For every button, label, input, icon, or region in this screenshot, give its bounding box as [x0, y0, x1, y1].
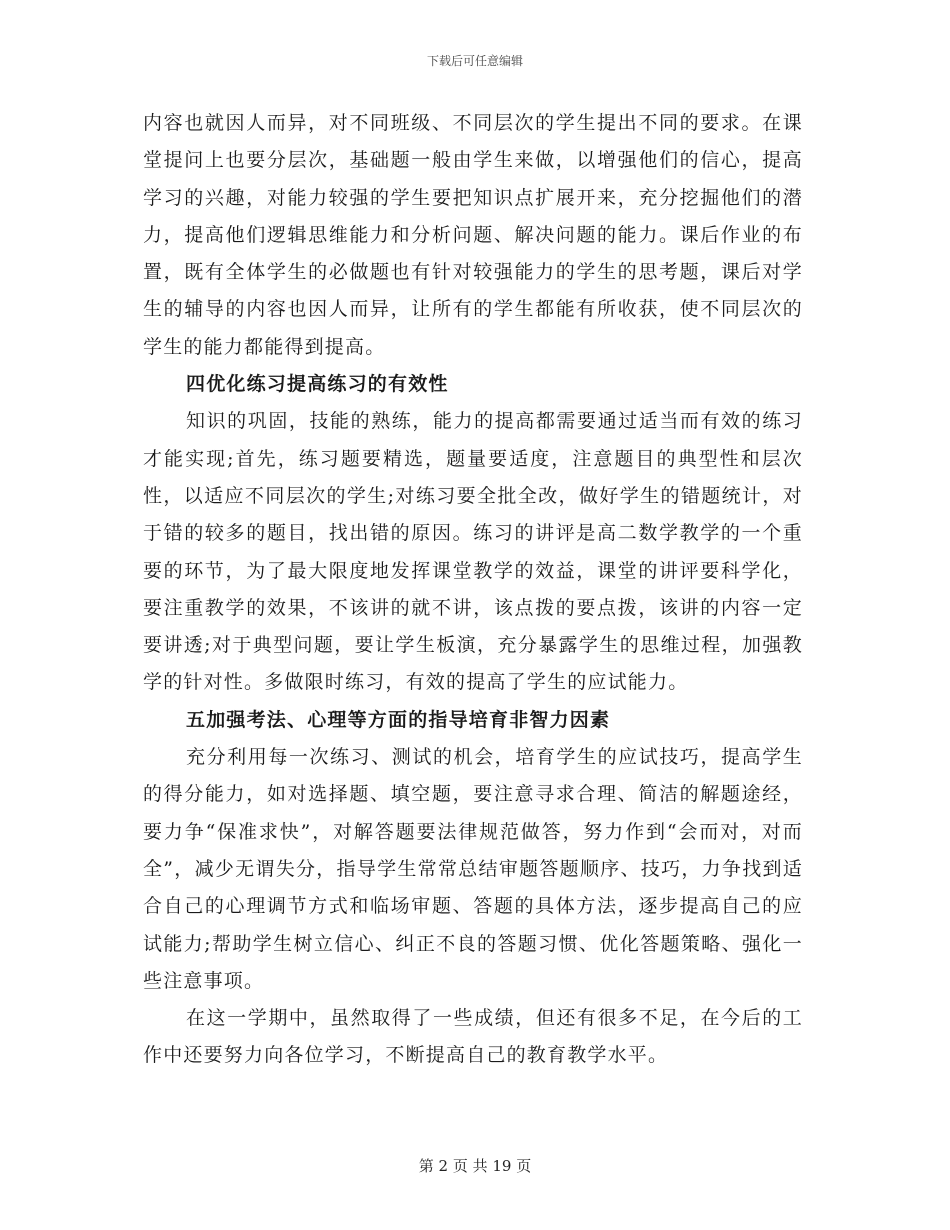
paragraph-practice-effectiveness: 知识的巩固，技能的熟练，能力的提高都需要通过适当而有效的练习才能实现;首先，练习题要精选，题量要适度，注意题目的典型性和层次性，以适应不同层次的学生;对练习要全批全改，做好学生的错题统计，对于错的较多的题目，找出错的原因。练习的讲评是高二数学教学的一个重要的环节，为了最大限度地发挥课堂教学的效益，课堂的讲评要科学化，要注重教学的效果，不该讲的就不讲，该点拨的要点拨，该讲的内容一定要讲透;对于典型问题，要让学生板演，充分暴露学生的思维过程，加强教学的针对性。多做限时练习，有效的提高了学生的应试能力。: [143, 410, 803, 694]
paragraph-differentiated-teaching: 内容也就因人而异，对不同班级、不同层次的学生提出不同的要求。在课堂提问上也要分层次，基础题一般由学生来做，以增强他们的信心，提高学习的兴趣，对能力较强的学生要把知识点扩展开来，充分挖掘他们的潜力，提高他们逻辑思维能力和分析问题、解决问题的能力。课后作业的布置，既有全体学生的必做题也有针对较强能力的学生的思考题，课后对学生的辅导的内容也因人而异，让所有的学生都能有所收获，使不同层次的学生的能力都能得到提高。: [143, 112, 803, 358]
section-heading-5: 五加强考法、心理等方面的指导培育非智力因素: [186, 708, 611, 731]
page-footer: 第 2 页 共 19 页: [418, 1157, 532, 1175]
page-header: 下载后可任意编辑: [426, 54, 523, 68]
section-heading-4: 四优化练习提高练习的有效性: [186, 373, 449, 396]
document-body: [143, 105, 803, 1075]
paragraph-exam-skills: 充分利用每一次练习、测试的机会，培育学生的应试技巧，提高学生的得分能力，如对选择题、填空题，要注意寻求合理、简洁的解题途经，要力争“保准求快”，对解答题要法律规范做答，努力作到“会而对，对而全”，减少无谓失分，指导学生常常总结审题答题顺序、技巧，力争找到适合自己的心理调节方式和临场审题、答题的具体方法，逐步提高自己的应试能力;帮助学生树立信心、纠正不良的答题习惯、优化答题策略、强化一些注意事项。: [143, 746, 803, 992]
paragraph-conclusion: 在这一学期中，虽然取得了一些成绩，但还有很多不足，在今后的工作中还要努力向各位学习，不断提高自己的教育教学水平。: [143, 1007, 803, 1067]
